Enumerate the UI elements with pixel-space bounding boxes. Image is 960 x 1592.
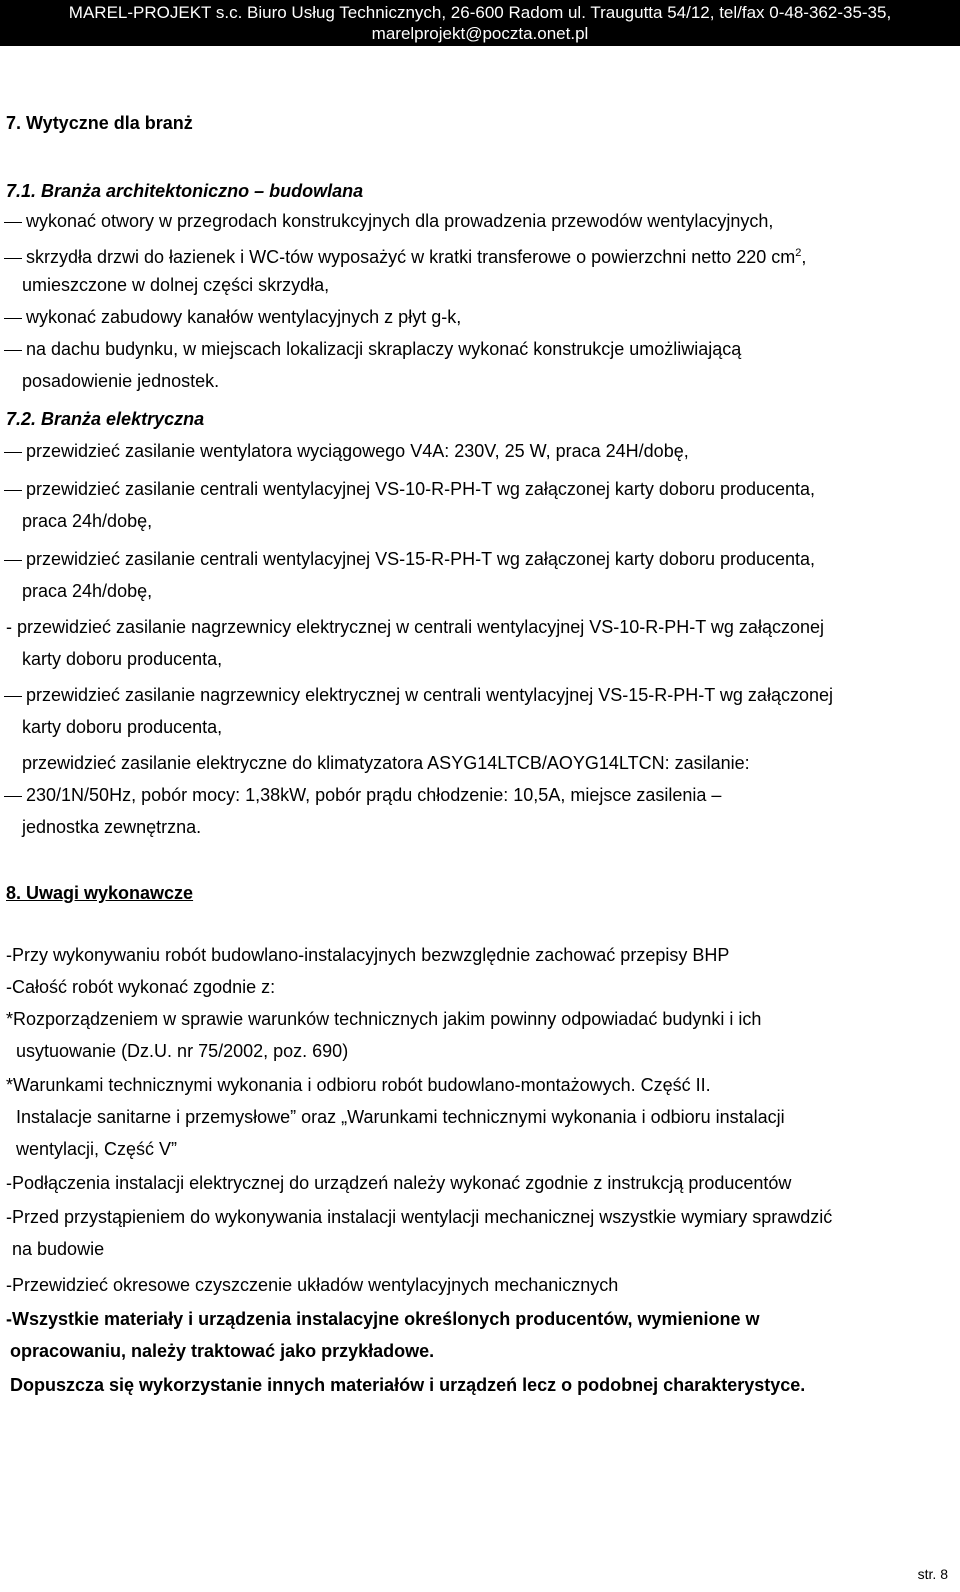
list-item: przewidzieć zasilanie elektryczne do klimatyzatora ASYG14LTCB/AOYG14LTCN: zasilanie: <box>22 753 750 773</box>
list-item: na dachu budynku, w miejscach lokalizacji skraplaczy wykonać konstrukcje umożliwiającą <box>4 338 741 360</box>
list-item: skrzydła drzwi do łazienek i WC-tów wyposażyć w kratki transferowe o powierzchni netto 220 $cm^2$, <box>4 242 806 268</box>
list-item-continuation: umieszczone w dolnej części skrzydła, <box>22 275 330 295</box>
dash-icon <box>4 490 22 491</box>
header-line-1: MAREL-PROJEKT s.c. Biuro Usług Technicznych, 26-600 Radom ul. Traugutta 54/12, tel/fax 0-48-362-35-35, <box>68 3 892 22</box>
dash-icon <box>4 560 22 561</box>
list-item: wykonać zabudowy kanałów wentylacyjnych z płyt g-k, <box>4 306 461 328</box>
note-item: -Przewidzieć okresowe czyszczenie układów wentylacyjnych mechanicznych <box>6 1275 619 1295</box>
note-item-continuation: Instalacje sanitarne i przemysłowe” oraz „Warunkami technicznymi wykonania i odbioru instalacji <box>16 1107 785 1127</box>
note-item-continuation: usytuowanie (Dz.U. nr 75/2002, poz. 690) <box>16 1041 349 1061</box>
document-header <box>0 0 960 46</box>
page-number: str. 8 <box>917 1566 948 1582</box>
list-item: przewidzieć zasilanie centrali wentylacyjnej VS-10-R-PH-T wg załączonej karty doboru producenta, <box>4 478 815 500</box>
list-item-continuation: karty doboru producenta, <box>22 649 223 669</box>
dash-icon <box>4 318 22 319</box>
note-item-bold-continuation: opracowaniu, należy traktować jako przykładowe. <box>10 1341 435 1361</box>
header-line-2: marelprojekt@poczta.onet.pl <box>371 24 589 43</box>
dash-icon <box>4 222 22 223</box>
list-item: 230/1N/50Hz, pobór mocy: 1,38kW, pobór prądu chłodzenie: 10,5A, miejsce zasilenia – <box>4 784 721 806</box>
dash-icon <box>4 452 22 453</box>
note-item-continuation: wentylacji, Część V” <box>16 1139 178 1159</box>
dash-icon <box>4 696 22 697</box>
note-item-continuation: na budowie <box>12 1239 105 1259</box>
dash-icon <box>4 796 22 797</box>
section-8-title: 8. Uwagi wykonawcze <box>6 883 194 903</box>
section-7-title: 7. Wytyczne dla branż <box>6 113 193 133</box>
note-item: -Przy wykonywaniu robót budowlano-instalacyjnych bezwzględnie zachować przepisy BHP <box>6 945 730 965</box>
note-item: -Podłączenia instalacji elektrycznej do urządzeń należy wykonać zgodnie z instrukcją producentów <box>6 1173 792 1193</box>
list-item: - przewidzieć zasilanie nagrzewnicy elektrycznej w centrali wentylacyjnej VS-10-R-PH-T wg załączonej <box>6 617 824 637</box>
list-item: przewidzieć zasilanie wentylatora wyciągowego V4A: 230V, 25 W, praca 24H/dobę, <box>4 440 689 462</box>
list-item-continuation: praca 24h/dobę, <box>22 581 153 601</box>
dash-icon <box>4 350 22 351</box>
dash-icon <box>4 258 22 259</box>
note-item: -Przed przystąpieniem do wykonywania instalacji wentylacji mechanicznej wszystkie wymiary sprawdzić <box>6 1207 833 1227</box>
note-item: *Rozporządzeniem w sprawie warunków technicznych jakim powinny odpowiadać budynki i ich <box>6 1009 762 1029</box>
list-item-continuation: praca 24h/dobę, <box>22 511 153 531</box>
list-item: wykonać otwory w przegrodach konstrukcyjnych dla prowadzenia przewodów wentylacyjnych, <box>4 210 773 232</box>
list-item-continuation: karty doboru producenta, <box>22 717 223 737</box>
note-item-bold: -Wszystkie materiały i urządzenia instalacyjne określonych producentów, wymienione w <box>6 1309 760 1329</box>
note-item: -Całość robót wykonać zgodnie z: <box>6 977 276 997</box>
list-item: przewidzieć zasilanie nagrzewnicy elektrycznej w centrali wentylacyjnej VS-15-R-PH-T wg załączonej <box>4 684 833 706</box>
list-item-continuation: posadowienie jednostek. <box>22 371 220 391</box>
list-item-continuation: jednostka zewnętrzna. <box>22 817 202 837</box>
note-item-bold: Dopuszcza się wykorzystanie innych materiałów i urządzeń lecz o podobnej charakterystyce. <box>10 1375 806 1395</box>
section-7-2-title: 7.2. Branża elektryczna <box>6 409 205 429</box>
note-item: *Warunkami technicznymi wykonania i odbioru robót budowlano-montażowych. Część II. <box>6 1075 711 1095</box>
section-7-1-title: 7.1. Branża architektoniczno – budowlana <box>6 181 364 201</box>
list-item: przewidzieć zasilanie centrali wentylacyjnej VS-15-R-PH-T wg załączonej karty doboru producenta, <box>4 548 815 570</box>
